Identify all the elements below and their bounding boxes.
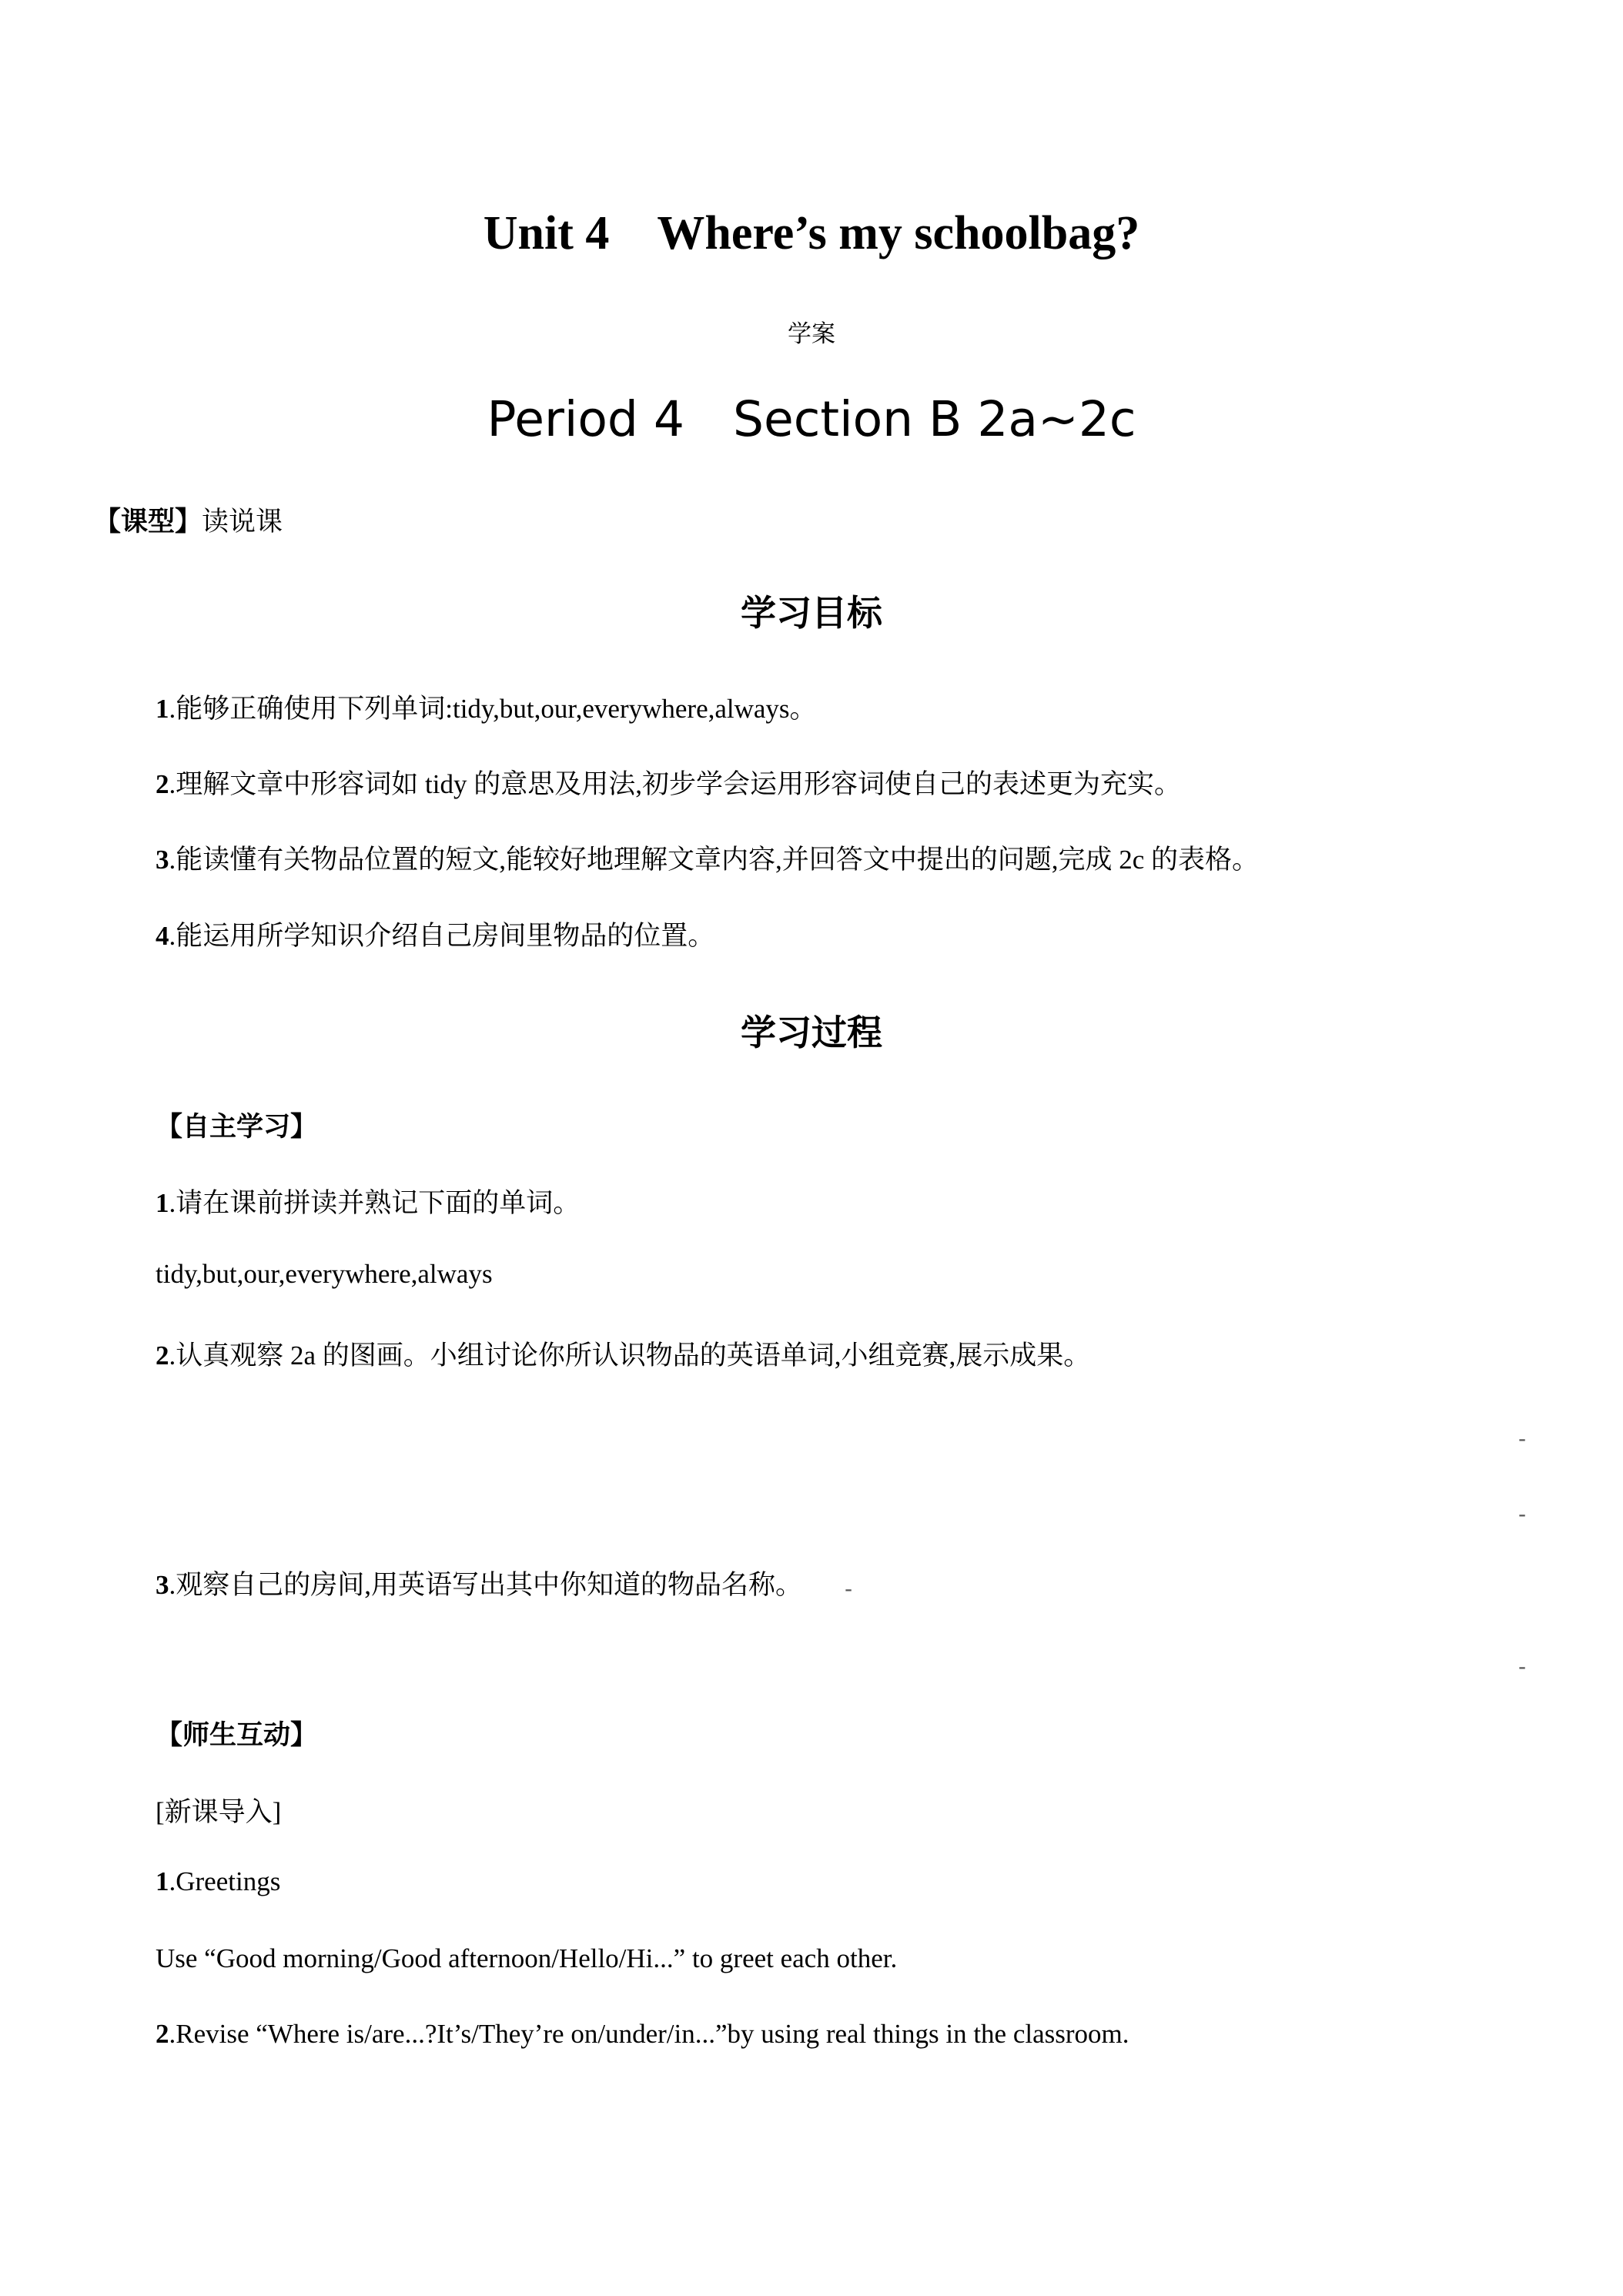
item-text: .请在课前拼读并熟记下面的单词。 (169, 1188, 581, 1218)
item-number: 3 (156, 1570, 169, 1600)
objective-item (156, 838, 1259, 877)
vocabulary-words: tidy,but,our,everywhere,always (156, 1259, 493, 1289)
item-text: .能读懂有关物品位置的短文,能较好地理解文章内容,并回答文中提出的问题,完成 2c 的表格。 (169, 845, 1260, 875)
answer-blank-mark: - (1518, 1426, 1527, 1451)
interaction-item (156, 1866, 280, 1897)
item-text: .Greetings (169, 1866, 281, 1896)
lesson-type-label: 【课型】 (94, 507, 202, 537)
unit-title: Unit 4 Where’s my schoolbag? (483, 207, 1140, 259)
self-study-item (156, 1334, 1090, 1373)
greeting-instruction: Use “Good morning/Good afternoon/Hello/Hi...” to greet each other. (156, 1943, 898, 1973)
self-study-item (156, 1564, 802, 1602)
item-number: 1 (156, 1866, 169, 1896)
item-text: .Revise “Where is/are...?It’s/They’re on/under/in...”by using real things in the classroom. (169, 2019, 1129, 2049)
new-lesson-intro-label: [新课导入] (156, 1797, 282, 1827)
item-number: 4 (156, 921, 169, 951)
period-title: Period 4 Section B 2a~2c (487, 391, 1136, 447)
self-study-heading: 【自主学习】 (156, 1112, 318, 1143)
answer-blank-mark: - (845, 1576, 853, 1602)
objectives-heading: 学习目标 (741, 592, 882, 634)
lesson-type-value: 读说课 (202, 507, 283, 537)
item-number: 1 (156, 1188, 169, 1218)
interaction-item (156, 2019, 1129, 2050)
objective-item (156, 915, 714, 953)
item-number: 2 (156, 1340, 169, 1371)
objective-item (156, 688, 817, 726)
objective-item (156, 763, 1181, 802)
item-text: .认真观察 2a 的图画。小组讨论你所认识物品的英语单词,小组竞赛,展示成果。 (169, 1340, 1091, 1371)
self-study-item (156, 1182, 580, 1220)
interaction-heading: 【师生互动】 (156, 1720, 318, 1751)
process-heading: 学习过程 (741, 1012, 882, 1053)
document-type: 学案 (788, 320, 835, 348)
item-text: .能够正确使用下列单词:tidy,but,our,everywhere,always。 (169, 694, 817, 724)
answer-blank-mark: - (1518, 1654, 1527, 1679)
item-number: 2 (156, 2019, 169, 2049)
lesson-type (94, 500, 283, 539)
item-number: 3 (156, 845, 169, 875)
item-number: 2 (156, 769, 169, 799)
item-text: .观察自己的房间,用英语写出其中你知道的物品名称。 (169, 1570, 803, 1600)
answer-blank-mark: - (1518, 1501, 1527, 1527)
item-text: .理解文章中形容词如 tidy 的意思及用法,初步学会运用形容词使自己的表述更为充实。 (169, 769, 1181, 799)
item-text: .能运用所学知识介绍自己房间里物品的位置。 (169, 921, 715, 951)
item-number: 1 (156, 694, 169, 724)
